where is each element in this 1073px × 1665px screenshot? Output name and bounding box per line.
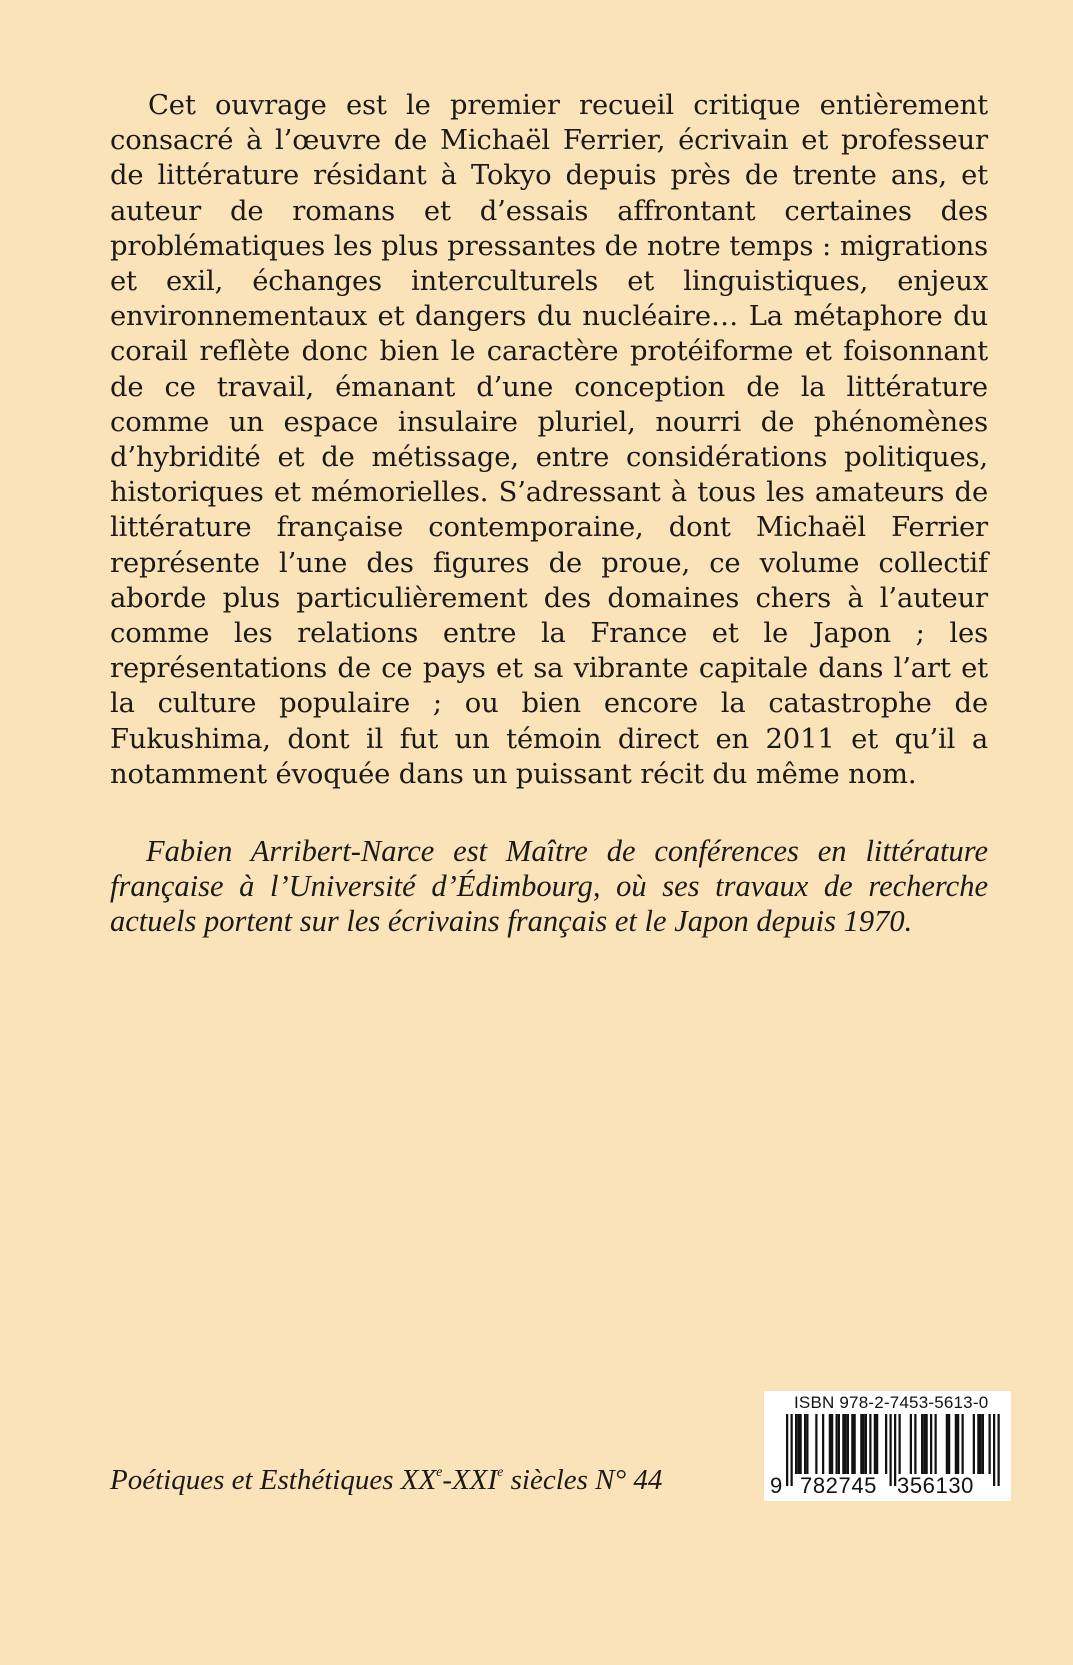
series-title	[110, 1463, 662, 1497]
barcode-bar	[806, 1414, 808, 1474]
book-blurb: Cet ouvrage est le premier recueil critique entièrement consacré à l’œuvre de Michaël Ferrier, écrivain et professeur de littérature résidant à Tokyo depuis près de trente ans, et auteur de romans et d’essais affrontant certaines des problématiques les plus pressantes de notre temps : migrations et exil, échanges interculturels et linguistiques, enjeux environnementaux et dangers du nucléaire… La métaphore du corail reflète donc bien le caractère protéiforme et foisonnant de ce travail, émanant d’une conception de la littérature comme un espace insulaire pluriel, nourri de phénomènes d’hybridité et de métissage, entre considérations politiques, historiques et mémorielles. S’adressant à tous les amateurs de littérature française contemporaine, dont Michaël Ferrier représente l’une des figures de proue, ce volume collectif aborde plus particulièrement des domaines chers à l’auteur comme les relations entre la France et le Japon ; les représentations de ce pays et sa vibrante capitale dans l’art et la culture populaire ; ou bien encore la catastrophe de Fukushima, dont il fut un témoin direct en 2011 et qu’il a notamment évoquée dans un puissant récit du même nom.	[110, 90, 988, 790]
barcode-bar	[989, 1414, 991, 1474]
barcode-bar	[860, 1414, 862, 1474]
barcode-bar	[962, 1414, 964, 1474]
barcode-bar	[914, 1414, 916, 1474]
ean-digit-first: 9	[770, 1473, 783, 1498]
series-title-middle: -XXI	[442, 1464, 498, 1496]
barcode-bar	[874, 1414, 876, 1474]
barcode-bar	[786, 1414, 788, 1486]
barcode-bar	[838, 1414, 840, 1474]
barcode-bar	[842, 1414, 844, 1474]
barcode-bar	[973, 1414, 975, 1474]
barcode-bar	[854, 1414, 856, 1474]
ean-digits-right: 356130	[897, 1473, 975, 1498]
barcode-bar	[977, 1414, 979, 1474]
barcode-bar	[899, 1414, 901, 1474]
barcode-bar	[957, 1414, 959, 1474]
barcode-bar	[993, 1414, 995, 1486]
barcode-bar	[797, 1414, 799, 1474]
barcode-bar	[926, 1414, 928, 1474]
barcode-bar	[876, 1414, 878, 1474]
barcode-bar	[923, 1414, 925, 1474]
barcode-bar	[885, 1414, 887, 1474]
series-title-sup-1: e	[436, 1465, 443, 1480]
barcode-bar	[910, 1414, 912, 1474]
barcode-bar	[948, 1414, 950, 1474]
barcode-bar	[822, 1414, 824, 1474]
barcode-bar	[869, 1414, 871, 1474]
barcode-bar	[829, 1414, 831, 1474]
barcode-bar	[890, 1414, 892, 1486]
barcode-bar	[865, 1414, 867, 1474]
barcode-bar	[800, 1414, 802, 1474]
barcode-bar	[921, 1414, 923, 1474]
barcode-bar	[847, 1414, 849, 1474]
barcode-bar	[998, 1414, 1000, 1486]
barcode-bar	[935, 1414, 937, 1474]
author-bio: Fabien Arribert-Narce est Maître de conférences en littérature française à l’Université d’Édimbourg, où ses travaux de recherche actuels portent sur les écrivains français et le Japon depuis 1970.	[110, 834, 988, 938]
barcode-bar	[894, 1414, 896, 1486]
barcode-bar	[815, 1414, 817, 1474]
barcode-bar	[791, 1414, 793, 1486]
series-title-sup-2: e	[497, 1465, 504, 1480]
barcode-bar	[845, 1414, 847, 1474]
series-title-prefix: Poétiques et Esthétiques XX	[110, 1464, 437, 1496]
barcode-bar	[795, 1414, 797, 1474]
barcode-bar	[955, 1414, 957, 1474]
barcode-bar	[930, 1414, 932, 1474]
barcode-bar	[836, 1414, 838, 1474]
barcode-bar	[982, 1414, 984, 1474]
barcode-bar	[980, 1414, 982, 1474]
ean-digits-left: 782745	[800, 1473, 878, 1498]
barcode-bar	[851, 1414, 853, 1474]
series-title-suffix: siècles N° 44	[503, 1464, 663, 1496]
barcode-bar	[804, 1414, 806, 1474]
isbn-label: ISBN 978-2-7453-5613-0	[794, 1393, 989, 1412]
barcode-bar	[831, 1414, 833, 1474]
barcode-bar	[863, 1414, 865, 1474]
barcode-bar	[946, 1414, 948, 1474]
